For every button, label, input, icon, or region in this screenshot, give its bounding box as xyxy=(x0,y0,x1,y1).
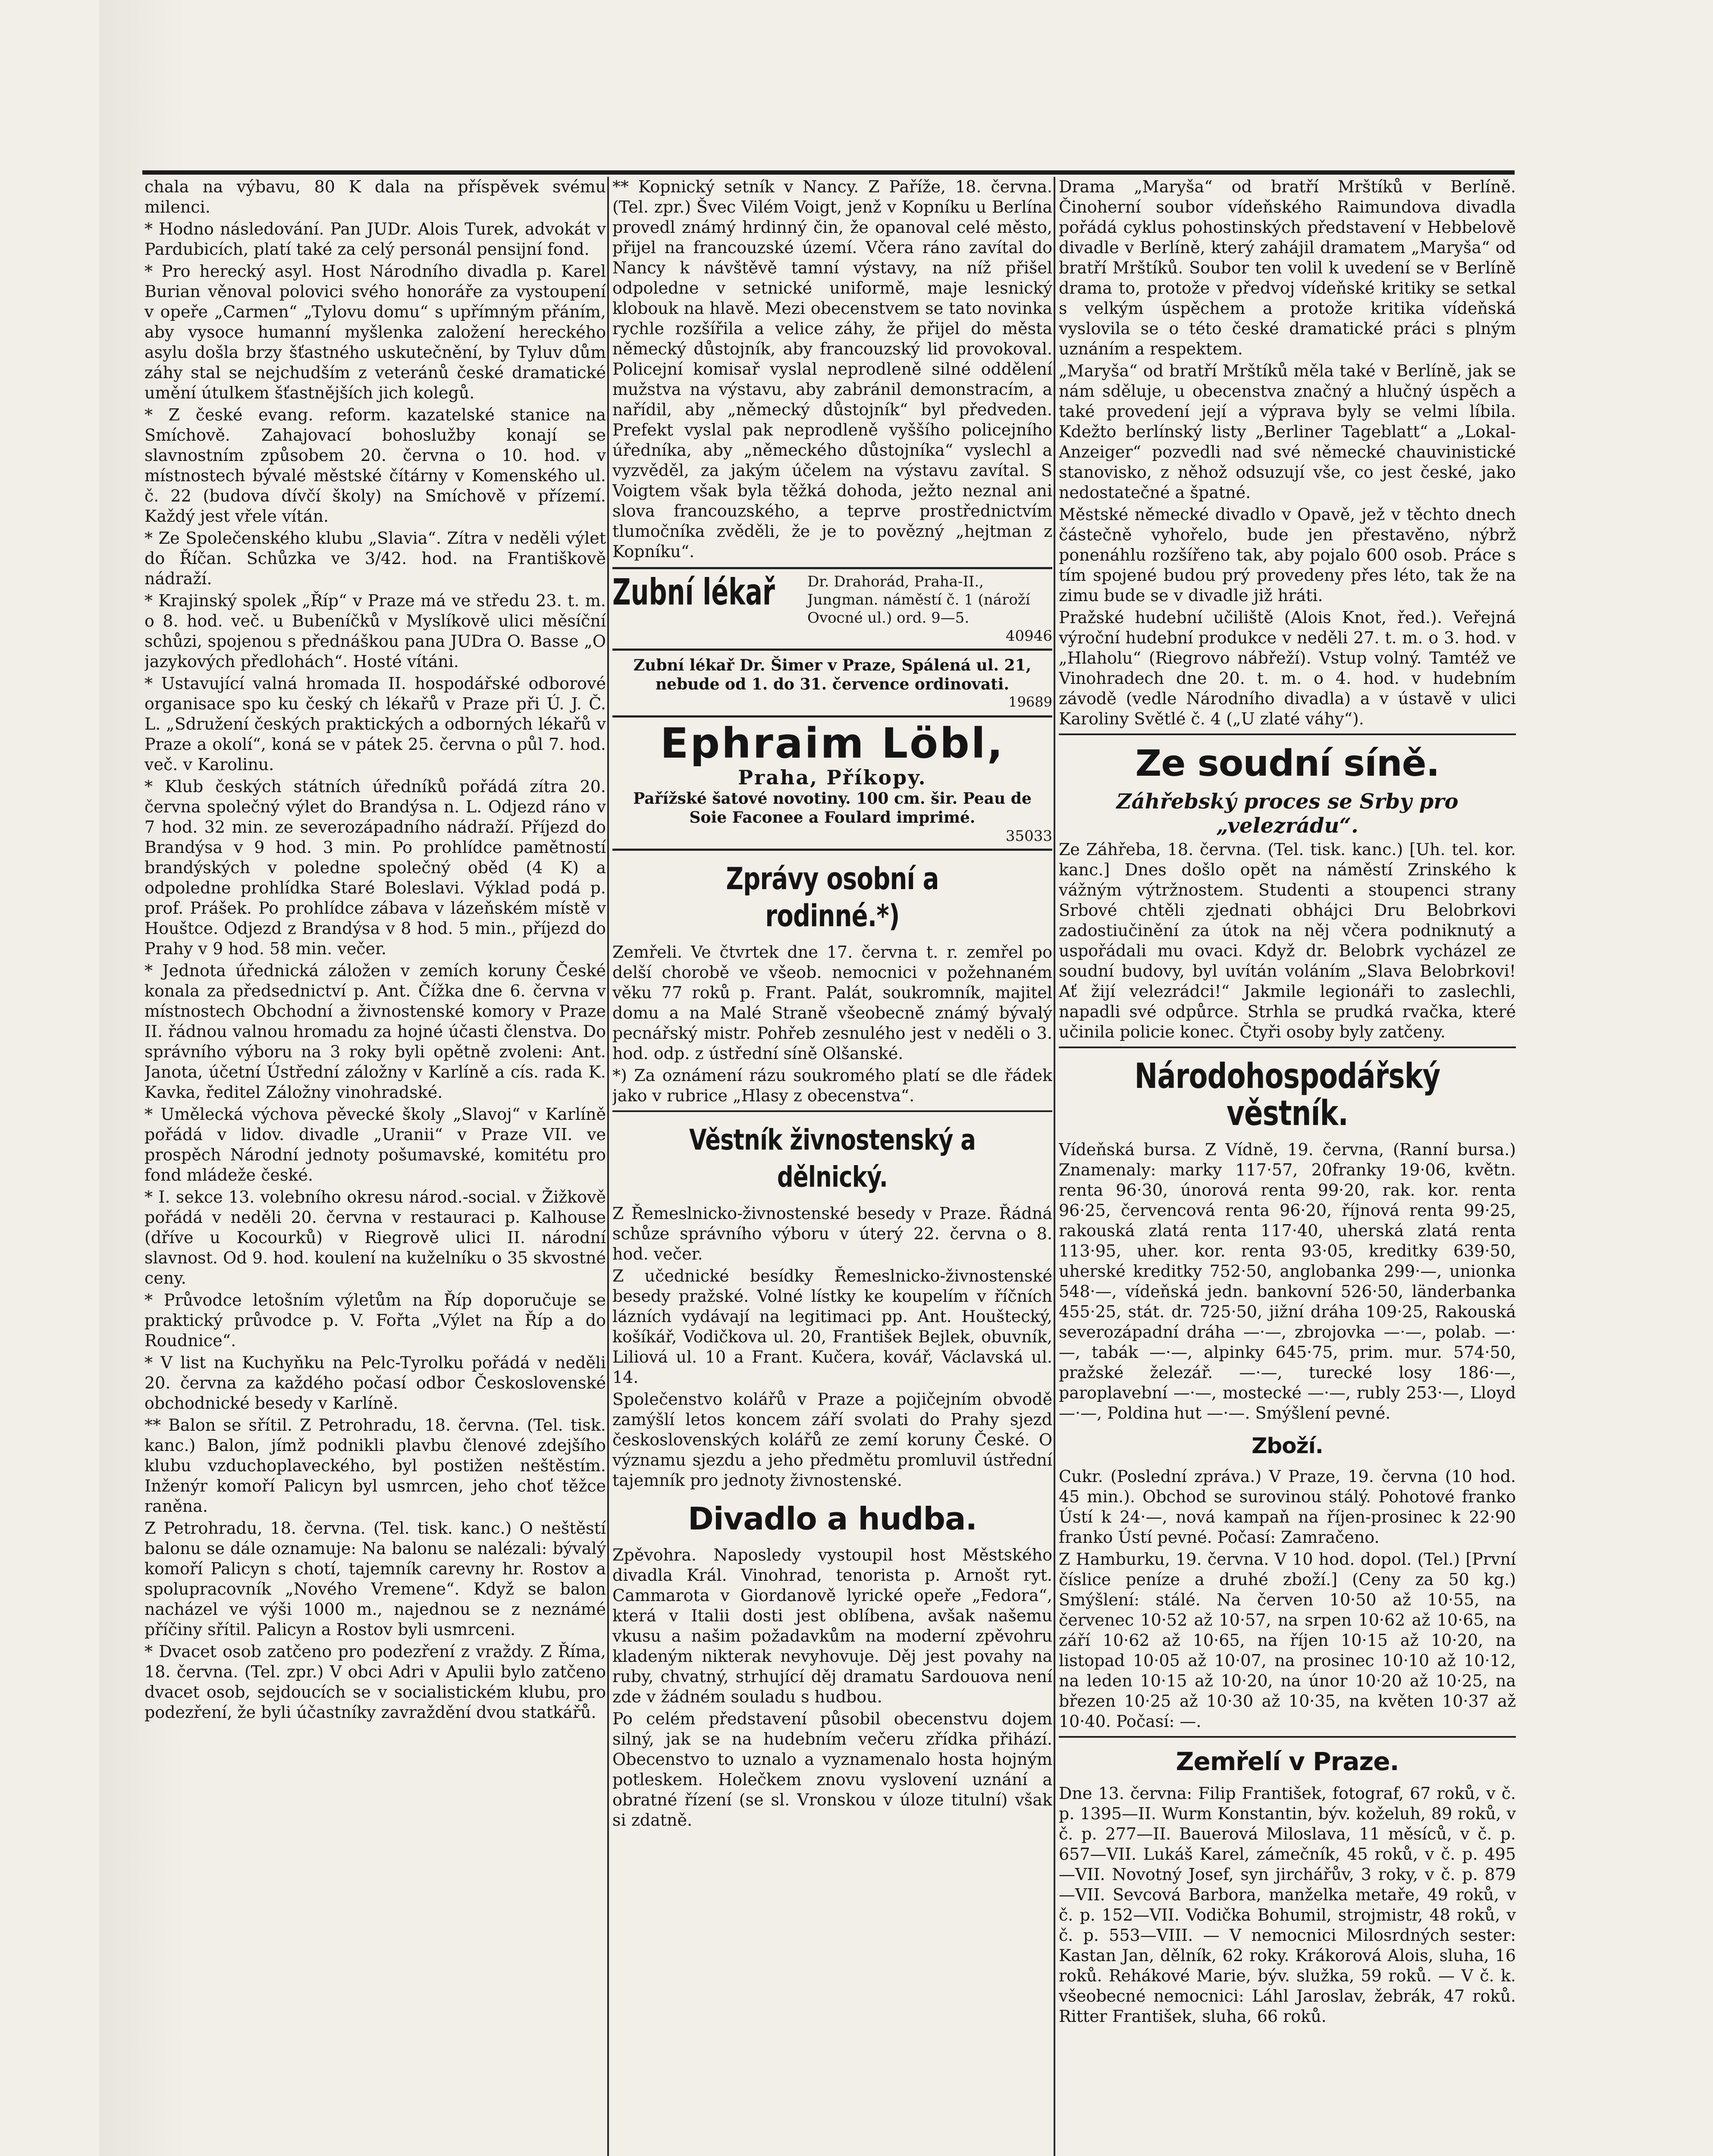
ad-title: Ephraim Löbl, xyxy=(660,719,1005,768)
section-rule xyxy=(1059,733,1516,735)
section-heading: Národohospodářský věstník. xyxy=(1134,1056,1440,1133)
ad-ephraim-lobl xyxy=(612,715,1052,851)
article-paragraph: Společenstvo kolářů v Praze a pojičejním obvodě zamýšlí letos koncem září svolati do Prahy sjezd československých kolářů ze zemí koruny České. O významu sjezdu a jeho předmětu promluvil ústřední tajemník pro jednoty živnostenské. xyxy=(612,1390,1052,1490)
article-paragraph: Z Hamburku, 19. června. V 10 hod. dopol. (Tel.) [První číslice peníze a druhé zboží.] (Ceny za 50 kg.) Smýšlení: stálé. Na červen 10·50 až 10·55, na červenec 10·52 až 10·57, na srpen 10·62 až 10·65, na září 10·62 až 10·65, na říjen 10·15 až 10·20, na listopad 10·05 až 10·07, na prosinec 10·10 až 10·12, na leden 10·15 až 10·20, na únor 10·20 až 10·25, na březen 10·25 až 10·30 až 10·35, na květen 10·37 až 10·40. Počasí: —. xyxy=(1059,1550,1516,1731)
article-paragraph: Ze Záhřeba, 18. června. (Tel. tisk. kanc.) [Uh. tel. kor. kanc.] Dnes došlo opět na náměstí Zrinského k vážným výtržnostem. Studenti a stoupenci strany Srbové chtěli zjednati obhájci Dru Belobrkovi zadostiučinění za útok na něj včera podniknutý a uspořádali mu ovaci. Když dr. Belobrk vycházel ze soudní budovy, byl uvítán voláním „Slava Belobrkovi! Ať žijí velezrádci!“ Jakmile legionáři to zaslechli, napadli své odpůrce. Strhla se prudká rvačka, které učinila policie konec. Čtyři osoby byly zatčeny. xyxy=(1059,840,1516,1041)
ad-number: 19689 xyxy=(1008,694,1052,710)
article-paragraph: * Klub českých státních úředníků pořádá zítra 20. června společný výlet do Brandýsa n. L. Odjezd ráno v 7 hod. 32 min. ze severozápadního nádraží. Příjezd do Brandýsa v 9 hod. 3 min. Po prohlídce pamětností brandýských v poledne společný oběd (4 K) a odpoledne prohlídka Staré Boleslavi. Výklad podá p. prof. Prášek. Po prohlídce zábava v lázeňském místě v Houštce. Odjezd z Brandýsa v 8 hod. 5 min., příjezd do Prahy v 9 hod. 58 min. večer. xyxy=(144,777,606,958)
section-heading: Divadlo a hudba. xyxy=(688,1501,977,1537)
column-left xyxy=(144,177,606,2156)
article-paragraph: * Ze Společenského klubu „Slavia“. Zítra v neděli výlet do Říčan. Schůzka ve 3/42. hod. na Františkově nádraží. xyxy=(144,529,606,588)
article-paragraph: Dne 13. června: Filip František, fotograf, 67 roků, v č. p. 1395—II. Wurm Konstantin, býv. koželuh, 89 roků, v č. p. 277—II. Bauerová Miloslava, 11 měsíců, v č. p. 657—VII. Lukáš Karel, zámečník, 45 roků, v č. p. 495—VII. Novotný Josef, syn jirchářův, 3 roky, v č. p. 879—VII. Sevcová Barbora, manželka metaře, 49 roků, v č. p. 152—VII. Vodička Bohumil, strojmistr, 48 roků, v č. p. 553—VIII. — V nemocnici Milosrdných sester: Kastan Jan, dělník, 62 roky. Krákorová Alois, sluha, 16 roků. Rehákové Marie, býv. služka, 59 roků. — V č. k. všeobecné nemocnici: Láhl Jaroslav, žebrák, 47 roků. Ritter František, sluha, 66 roků. xyxy=(1059,1784,1516,2026)
article-paragraph: Po celém představení působil obecenstvu dojem silný, jak se na hudebním večeru zřídka přihází. Obecenstvo to uznalo a vyznamenalo hosta hojným potleskem. Holečkem znovu vyslovení uznání a obratné řízení (se sl. Vronskou v úloze titulní) však si zdatně. xyxy=(612,1709,1052,1830)
top-rule xyxy=(142,170,1515,175)
ad-text: Pařížské šatové novotiny. 100 cm. šir. Peau de Soie Faconee a Foulard imprimé. xyxy=(633,790,1032,827)
section-heading: Zprávy osobní a rodinné.*) xyxy=(726,861,939,934)
section-heading: Zemřelí v Praze. xyxy=(1176,1747,1399,1776)
article-paragraph: * Jednota úřednická záložen v zemích koruny České konala za předsednictví p. Ant. Čížka dne 6. června v místnostech Obchodní a živnostenské komory v Praze II. řádnou valnou hromadu za hojné účasti členstva. Do správního výboru na 3 roky byli opětně zvoleni: Ant. Janota, účetní Ústřední záložny v Karlíně a cís. rada K. Kavka, ředitel Záložny vinohradské. xyxy=(144,961,606,1102)
article-paragraph: Pražské hudební učiliště (Alois Knot, řed.). Veřejná výroční hudební produkce v neděli 27. t. m. o 3. hod. v „Hlaholu“ (Riegrovo nábřeží). Vstup volný. Tamtéž ve Vinohradech dne 20. t. m. o 4. hod. v hudebním závodě (vedle Národního divadla) a v ústavě v ulici Karoliny Světlé č. 4 („U zlaté váhy“). xyxy=(1059,608,1516,728)
article-paragraph: ** Balon se sřítil. Z Petrohradu, 18. června. (Tel. tisk. kanc.) Balon, jímž podnikli plavbu členové zdejšího klubu vzduchoplaveckého, byl postižen neštěstím. Inženýr komoří Palicyn byl usmrcen, jeho choť těžce raněna. xyxy=(144,1416,606,1516)
section-rule xyxy=(1059,1047,1516,1048)
column-divider xyxy=(607,177,609,2156)
article-paragraph: Cukr. (Poslední zpráva.) V Praze, 19. června (10 hod. 45 min.). Obchod se surovinou stálý. Pohotové franko Ústí k 24·—, nová kampaň na říjen-prosinec k 22·90 franko Ústí pevné. Počasí: Zamračeno. xyxy=(1059,1467,1516,1547)
article-paragraph: * Krajinský spolek „Říp“ v Praze má ve středu 23. t. m. o 8. hod. več. u Bubeníčků v Myslíkově ulici měsíční schůzi, spojenou s přednáškou pana JUDra O. Basse „O jazykových předlohách“. Hosté vítáni. xyxy=(144,591,606,671)
ad-number: 35033 xyxy=(1005,827,1052,845)
article-paragraph: Městské německé divadlo v Opavě, jež v těchto dnech částečně vyhořelo, bude jen přestavěno, nýbrž ponenáhlu rozšířeno tak, aby pojalo 600 osob. Práce s tím spojené budou prý provedeny přes léto, tak že na zimu bude se v divadle již hráti. xyxy=(1059,505,1516,605)
article-paragraph: Drama „Maryša“ od bratří Mrštíků v Berlíně. Činoherní soubor vídeňského Raimundova divadla pořádá cyklus pohostinských představení v Hebbelově divadle v Berlíně, který zahájil dramatem „Maryša“ od bratří Mrštíků. Soubor ten volil k uvedení se v Berlíně drama to, protože v předvoj vídeňské kritiky se setkal s velkým úspěchem a protože kritika vídeňská vyslovila se o této české dramatické práci s plným uznáním a respektem. xyxy=(1059,177,1516,358)
ad-zubni-simer: Zubní lékař Dr. Šimer v Praze, Spálená ul. 21, nebude od 1. do 31. července ordinovati. xyxy=(633,656,1032,693)
article-paragraph: * Umělecká výchova pěvecké školy „Slavoj“ v Karlíně pořádá v lidov. divadle „Uranii“ v Praze VII. ve prospěch Národní jednoty pošumavské, komitétu pro fond mládeže české. xyxy=(144,1105,606,1185)
ad-title: Zubní lékař xyxy=(612,571,775,613)
article-paragraph: * V list na Kuchyňku na Pelc-Tyrolku pořádá v neděli 20. června za každého počasí odbor Československé obchodnické besedy v Karlíně. xyxy=(144,1353,606,1413)
article-paragraph: * Pro herecký asyl. Host Národního divadla p. Karel Burian věnoval polovici svého honoráře za vystoupení v opeře „Carmen“ „Tylovu domu“ s upřímným přáním, aby vysoce humanní myšlenka založení hereckého asylu došla brzy šťastného uskutečnění, by Tyluv dům záhy stal se nejchudším z veteránů české dramatické umění útulkem šťastnějších jich kolegů. xyxy=(144,262,606,402)
ad-subtitle: Praha, Příkopy. xyxy=(738,766,927,789)
article-paragraph: * Ustavující valná hromada II. hospodářské odborové organisace spo ku český ch lékařů v Praze při Ú. J. Č. L. „Sdružení českých praktických a odborných lékařů v Praze a okolí“, koná se v pátek 25. června o půl 7. hod. več. v Karolinu. xyxy=(144,674,606,774)
article-paragraph: * Dvacet osob zatčeno pro podezření z vraždy. Z Říma, 18. června. (Tel. zpr.) V obci Adri v Apulii bylo zatčeno dvacet osob, sejdoucích se v socialistickém klubu, pro podezření, že byli účastníky zavraždění dvou statkářů. xyxy=(144,1642,606,1722)
article-paragraph: Vídeňská bursa. Z Vídně, 19. června, (Ranní bursa.) Znamenaly: marky 117·57, 20franky 19·06, květn. renta 96·30, únorová renta 99·20, rak. kor. renta 96·25, červencová renta 96·20, říjnová renta 99·25, rakouská zlatá renta 117·40, uherská zlatá renta 113·95, uher. kor. renta 93·05, kreditky 639·50, uherské kreditky 752·50, anglobanka 299·—, unionka 548·—, vídeňská jedn. bankovní 526·50, länderbanka 455·25, stát. dr. 725·50, jižní dráha 109·25, Rakouská severozápadní dráha —·—, zbrojovka —·—, polab. —·—, tabák —·—, alpinky 645·75, prim. mur. 574·50, pražské železář. —·—, turecké losy 186·—, paroplavební —·—, mostecké —·—, rubly 253·—, Lloyd —·—, Poldina hut —·—. Smýšlení pevné. xyxy=(1059,1140,1516,1423)
section-rule xyxy=(1059,1736,1516,1738)
article-paragraph: „Maryša“ od bratří Mrštíků měla také v Berlíně, jak se nám sděluje, u obecenstva značný a hlučný úspěch a také provedení její a výprava byly se velmi líbila. Kdežto berlínský listy „Berliner Tageblatt“ a „Lokal-Anzeiger“ pozvedli nad své německé chauvinistické stanovisko, z něhož odsuzují vše, co jest české, jako nedostatečné a špatné. xyxy=(1059,361,1516,502)
section-rule xyxy=(612,1110,1052,1112)
article-paragraph: * Z české evang. reform. kazatelské stanice na Smíchově. Zahajovací bohoslužby konají se slavnostním způsobem 20. června o 10. hod. v místnostech bývalé městské čítárny v Komenského ul. č. 22 (budova dívčí školy) na Smíchově v přízemí. Každý jest vřele vítán. xyxy=(144,405,606,526)
article-paragraph: ** Kopnický setník v Nancy. Z Paříže, 18. června. (Tel. zpr.) Švec Vilém Voigt, jenž v Kopníku u Berlína provedl známý hrdinný čin, že opanoval celé město, přijel na francouzské území. Včera ráno zavítal do Nancy k návštěvě tamní výstavy, na níž přišel odpoledne v setnické uniformě, maje lesnický klobouk na hlavě. Mezi obecenstvem se tato novinka rychle rozšířila a velice záhy, že přijel do města německý důstojník, aby francouzský lid provokoval. Policejní komisař vyslal neprodleně silné oddělení mužstva na výstavu, aby zabránil demonstracím, a nařídil, aby „německý důstojník“ byl předveden. Prefekt vyslal pak neprodleně vyššího policejního úředníka, aby „německého důstojníka“ vyslechl a vyzvěděl, za jakým účelem na výstavu zavítal. S Voigtem však byla těžká dohoda, ježto neznal ani slova francouzského, a teprve prostřednictvím tlumočníka zvěděli, že je to povězný „hejtman z Kopníku“. xyxy=(612,177,1052,561)
section-heading: Zboží. xyxy=(1252,1433,1323,1458)
column-middle xyxy=(612,177,1052,2156)
section-heading: Ze soudní síně. xyxy=(1135,742,1440,784)
article-paragraph: * Průvodce letošním výletům na Říp doporučuje se praktický průvodce p. V. Fořta „Výlet na Říp a do Roudnice“. xyxy=(144,1291,606,1350)
column-divider xyxy=(1054,177,1055,2156)
article-paragraph: Z Řemeslnicko-živnostenské besedy v Praze. Řádná schůze správního výboru v úterý 22. června o 8. hod. večer. xyxy=(612,1204,1052,1263)
ad-text: Dr. Drahorád, Praha-II., Jungman. náměstí č. 1 (nároží Ovocné ul.) ord. 9—5. xyxy=(807,573,1030,627)
article-paragraph: Zpěvohra. Naposledy vystoupil host Městského divadla Král. Vinohrad, tenorista p. Arnošt ryt. Cammarota v Giordanově lyrické opeře „Fedora“, která v Italii dosti jest oblíbena, avšak našemu vkusu a našim požadavkům na moderní zpěvohru kladeným nikterak nevyhovuje. Děj jest povahy na ruby, chvatný, strhující děj dramatu Sardouova není zde v žádném souladu s hudbou. xyxy=(612,1545,1052,1706)
article-paragraph: * Hodno následování. Pan JUDr. Alois Turek, advokát v Pardubicích, platí také za celý personál pensijní fond. xyxy=(144,219,606,259)
ad-number: 40946 xyxy=(1005,627,1052,645)
article-paragraph: Zemřeli. Ve čtvrtek dne 17. června t. r. zemřel po delší chorobě ve všeob. nemocnici v požehnaném věku 77 roků p. Frant. Palát, soukromník, majitel domu a na Malé Straně všeobecně známý bývalý pecnářský mistr. Pohřeb zesnulého jest v neděli o 3. hod. odp. z ústřední síně Olšanské. xyxy=(612,943,1052,1063)
article-headline: Záhřebský proces se Srby pro „velezrádu“. xyxy=(1116,790,1459,838)
section-heading: Věstník živnostenský a dělnický. xyxy=(689,1123,976,1194)
column-right xyxy=(1059,177,1516,2156)
article-paragraph: Z učednické besídky Řemeslnicko-živnostenské besedy pražské. Volné lístky ke koupelím v říčních lázních vydávají na legitimaci pp. Ant. Houštecký, košíkář, Vodičkova ul. 20, František Bejlek, obuvník, Liliová ul. 10 a Frant. Kučera, kovář, Václavská ul. 14. xyxy=(612,1266,1052,1387)
article-paragraph: * I. sekce 13. volebního okresu národ.-social. v Žižkově pořádá v neděli 20. června v restauraci p. Kalhouse (dříve u Kocourků) v Riegrově ulici II. národní slavnost. Od 9. hod. koulení na kuželníku o 35 skvostné ceny. xyxy=(144,1188,606,1288)
article-paragraph: Z Petrohradu, 18. června. (Tel. tisk. kanc.) O neštěstí balonu se dále oznamuje: Na balonu se nalézali: bývalý komoří Palicyn s chotí, tajemník carevny hr. Rostov a spolupracovník „Nového Vremene“. Když se balon nacházel ve výši 1000 m., najednou se z neznámé příčiny sřítil. Palicyn a Rostov byli usmrceni. xyxy=(144,1519,606,1639)
footnote: *) Za oznámení rázu soukromého platí se dle řádek jako v rubrice „Hlasy z obecenstva“. xyxy=(612,1066,1052,1105)
ad-zubni-lekar xyxy=(612,567,1052,651)
article-paragraph: chala na výbavu, 80 K dala na příspěvek svému milenci. xyxy=(144,177,606,216)
